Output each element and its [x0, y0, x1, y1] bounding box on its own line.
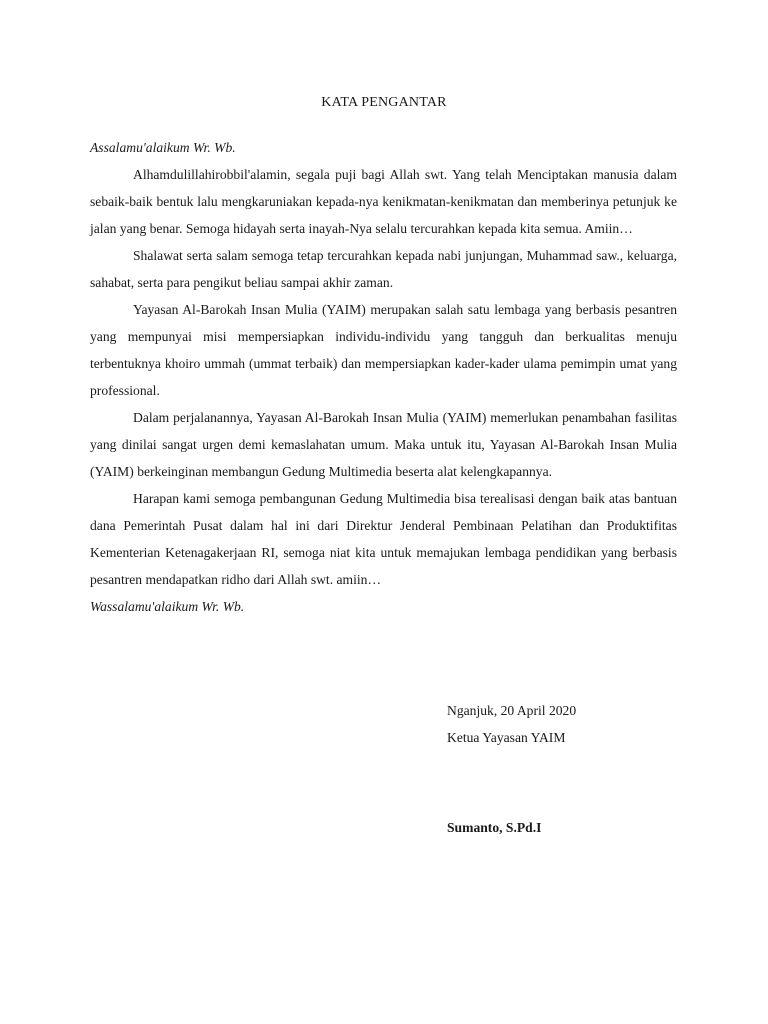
paragraph-shalawat: Shalawat serta salam semoga tetap tercurahkan kepada nabi junjungan, Muhammad saw., keluarga, sahabat, serta para pengikut beliau sampai akhir zaman.	[90, 248, 677, 290]
opening-greeting: Assalamu'alaikum Wr. Wb.	[90, 140, 236, 155]
paragraph-foundation: Yayasan Al-Barokah Insan Mulia (YAIM) merupakan salah satu lembaga yang berbasis pesantren yang mempunyai misi mempersiapkan individu-individu yang tangguh dan berkualitas menuju terbentuknya khoiro ummah (ummat terbaik) dan mempersiapkan kader-kader ulama pemimpin umat yang professional.	[90, 302, 677, 398]
closing-greeting: Wassalamu'alaikum Wr. Wb.	[90, 599, 245, 614]
paragraph-needs: Dalam perjalanannya, Yayasan Al-Barokah Insan Mulia (YAIM) memerlukan penambahan fasilitas yang dinilai sangat urgen demi kemaslahatan umum. Maka untuk itu, Yayasan Al-Barokah Insan Mulia (YAIM) berkeinginan membangun Gedung Multimedia beserta alat kelengkapannya.	[90, 410, 677, 479]
letter-body	[90, 134, 677, 620]
page-title: KATA PENGANTAR	[321, 95, 447, 110]
paragraph-praise: Alhamdulillahirobbil'alamin, segala puji bagi Allah swt. Yang telah Menciptakan manusia dalam sebaik-baik bentuk lalu mengkaruniakan kepada-nya kenikmatan-kenikmatan dan memberinya petunjuk ke jalan yang benar. Semoga hidayah serta inayah-Nya selalu tercurahkan kepada kita semua. Amiin…	[90, 167, 677, 236]
signer-position: Ketua Yayasan YAIM	[447, 730, 566, 745]
signer-name: Sumanto, S.Pd.I	[447, 820, 542, 835]
paragraph-hope: Harapan kami semoga pembangunan Gedung Multimedia bisa terealisasi dengan baik atas bantuan dana Pemerintah Pusat dalam hal ini dari Direktur Jenderal Pembinaan Pelatihan dan Produktifitas Kementerian Ketenagakerjaan RI, semoga niat kita untuk memajukan lembaga pendidikan yang berbasis pesantren mendapatkan ridho dari Allah swt. amiin…	[90, 491, 677, 587]
signature-block	[447, 697, 576, 751]
place-date: Nganjuk, 20 April 2020	[447, 703, 577, 718]
